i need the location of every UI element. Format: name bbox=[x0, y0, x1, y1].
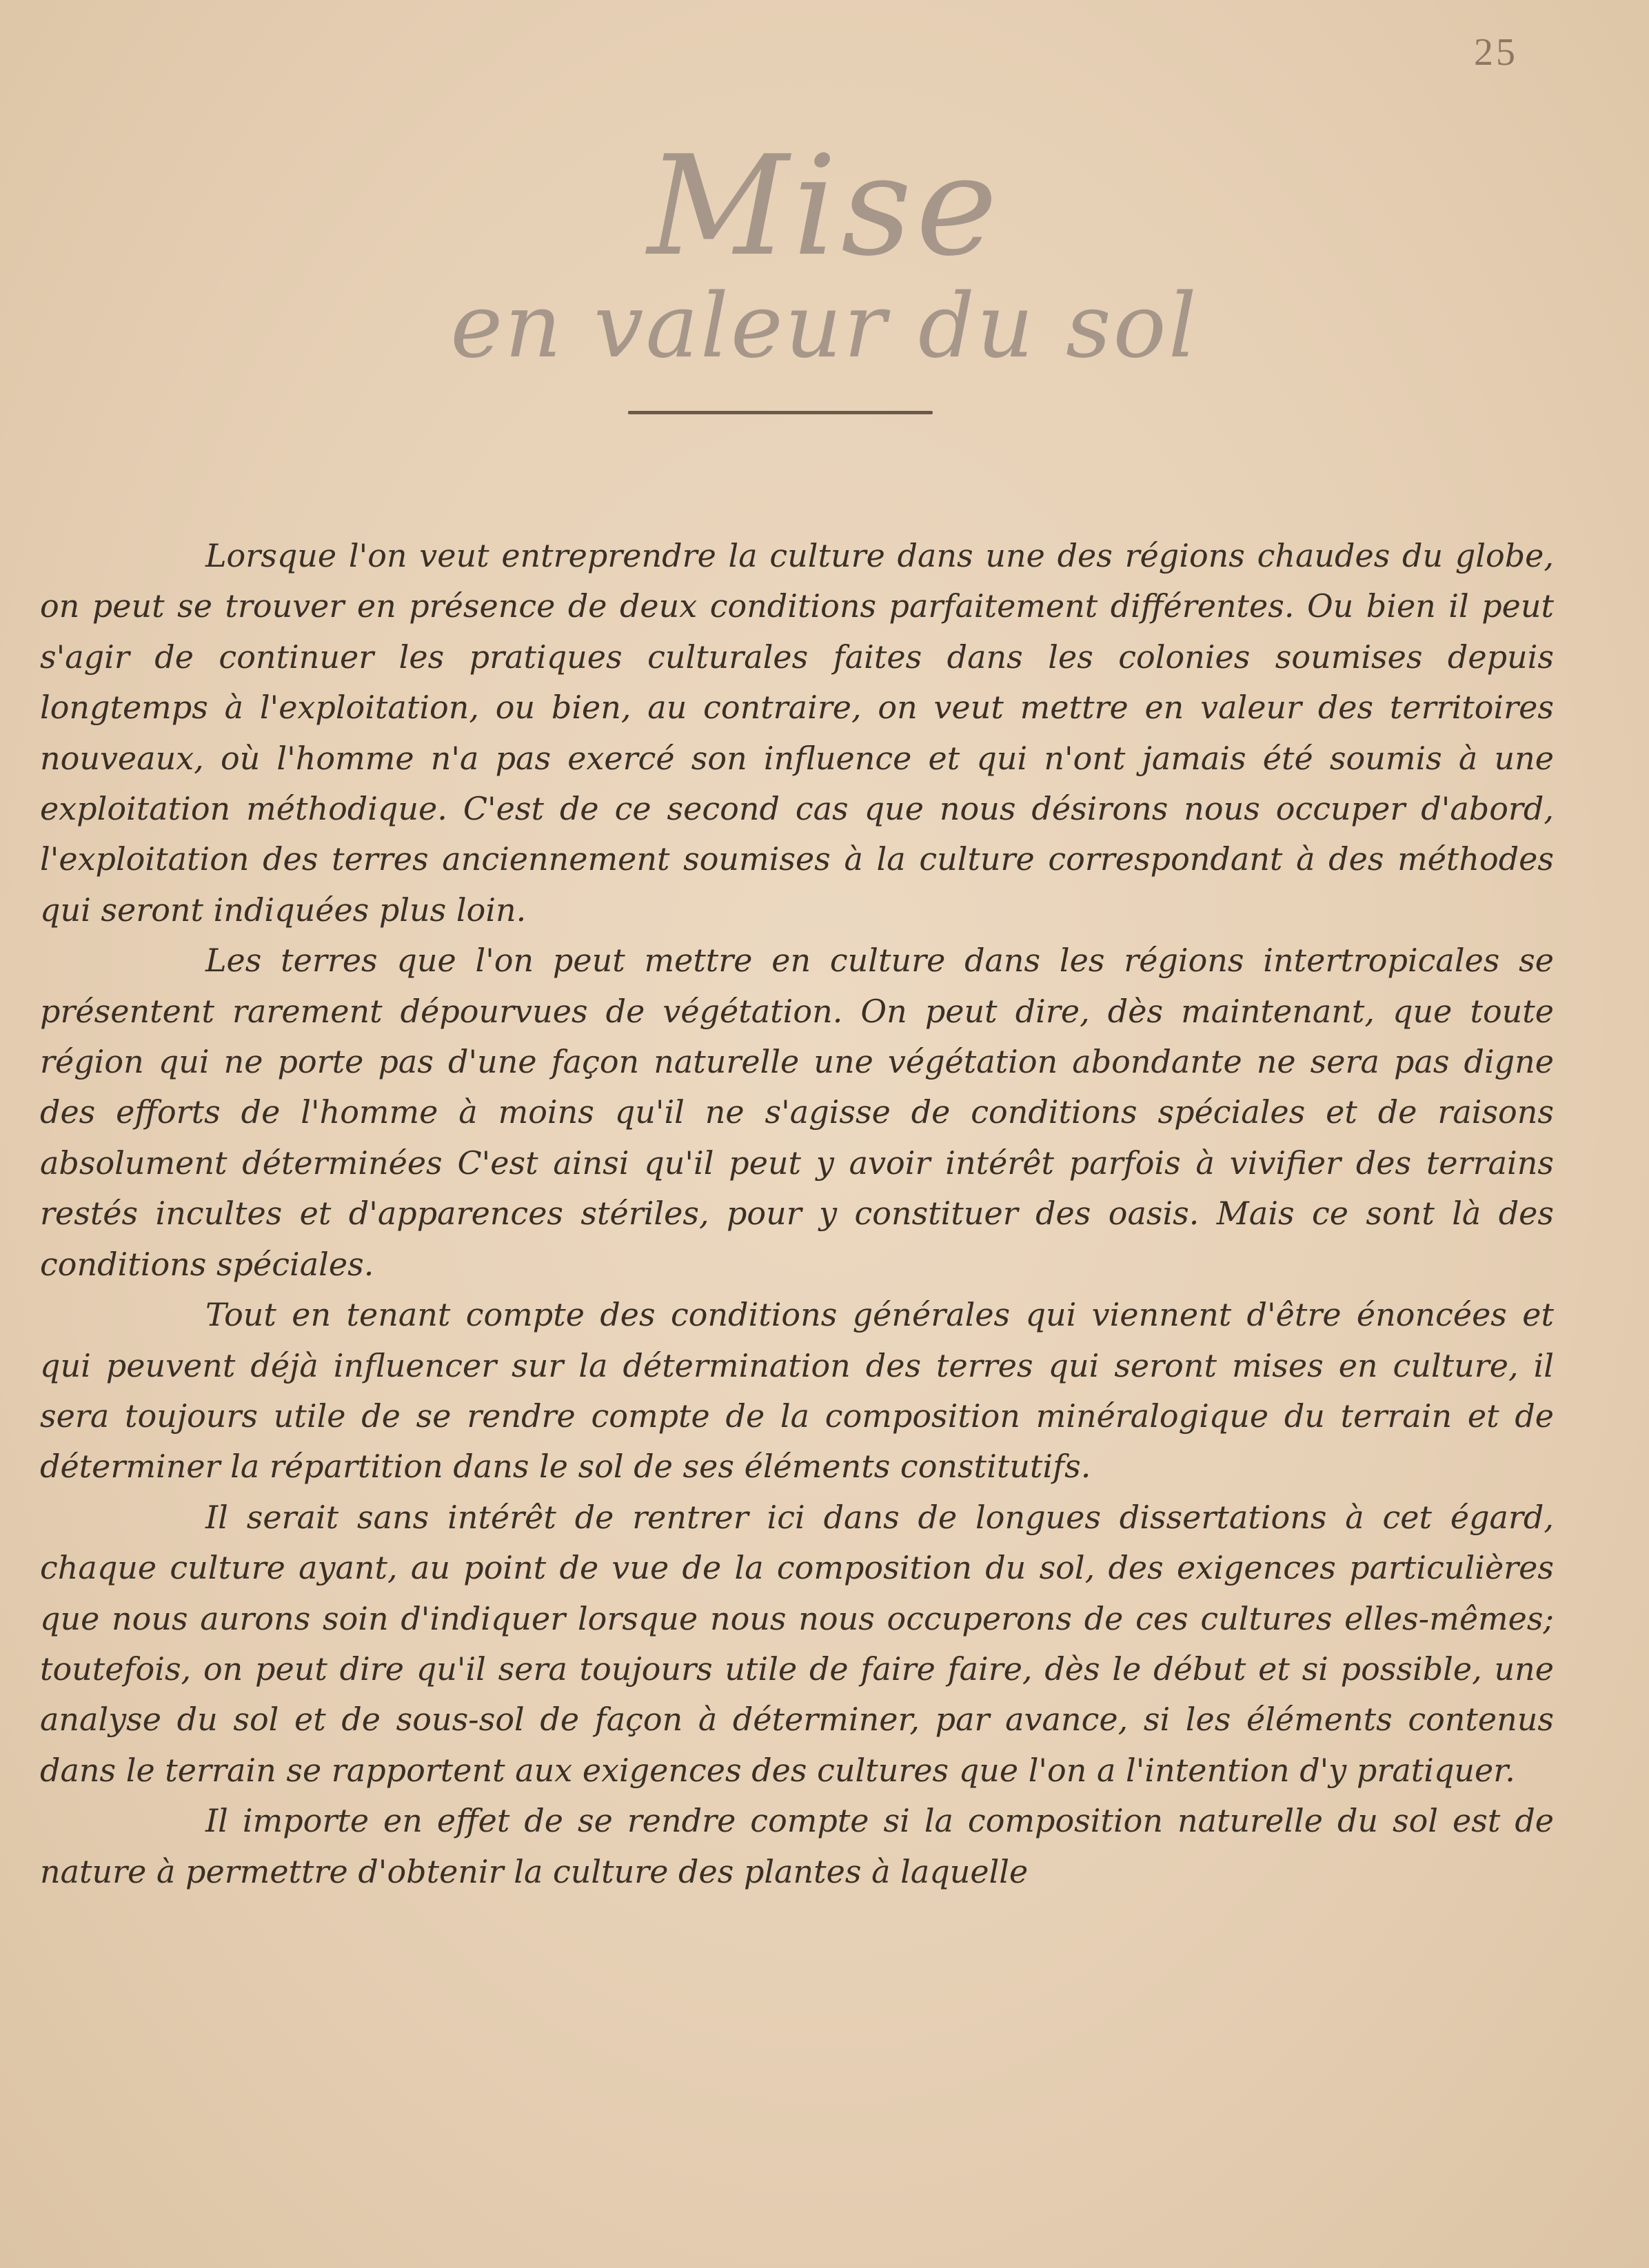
title-underline bbox=[628, 411, 933, 414]
chapter-subtitle: en valeur du sol bbox=[450, 275, 1199, 378]
paragraph-5: Il importe en effet de se rendre compte si la composition naturelle du sol est de nature à permettre d'obtenir la culture des plantes à laquelle bbox=[40, 1802, 1554, 1890]
paragraph-4: Il serait sans intérêt de rentrer ici dans de longues dissertations à cet égard, chaque culture ayant, au point de vue de la composition du sol, des exigences particulières que nous aurons soin d'indiquer lorsque nous nous occuperons de ces cultures elles-mêmes; toutefois, on peut dire qu'il sera toujours utile de faire faire, dès le début et si possible, une analyse du sol et de sous-sol de façon à déterminer, par avance, si les éléments contenus dans le terrain se rapportent aux exigences des cultures que l'on a l'intention d'y pratiquer. bbox=[40, 1498, 1554, 1789]
chapter-title: Mise bbox=[647, 126, 1002, 287]
page-number: 25 bbox=[1474, 31, 1518, 74]
body-text bbox=[40, 531, 1554, 1897]
paragraph-2: Les terres que l'on peut mettre en culture dans les régions intertropicales se présentent rarement dépourvues de végétation. On peut dire, dès maintenant, que toute région qui ne porte pas d'une façon naturelle une végétation abondante ne sera pas digne des efforts de l'homme à moins qu'il ne s'agisse de conditions spéciales et de raisons absolument déterminées C'est ainsi qu'il peut y avoir intérêt parfois à vivifier des terrains restés incultes et d'apparences stériles, pour y constituer des oasis. Mais ce sont là des conditions spéciales. bbox=[40, 942, 1554, 1283]
paragraph-3: Tout en tenant compte des conditions générales qui viennent d'être énoncées et qui peuvent déjà influencer sur la détermination des terres qui seront mises en culture, il sera toujours utile de se rendre compte de la composition minéralogique du terrain et de déterminer la répartition dans le sol de ses éléments constitutifs. bbox=[40, 1296, 1554, 1486]
paragraph-1: Lorsque l'on veut entreprendre la culture dans une des régions chaudes du globe, on peut se trouver en présence de deux conditions parfaitement différentes. Ou bien il peut s'agir de continuer les pratiques culturales faites dans les colonies soumises depuis longtemps à l'exploitation, ou bien, au contraire, on veut mettre en valeur des territoires nouveaux, où l'homme n'a pas exercé son influence et qui n'ont jamais été soumis à une exploitation méthodique. C'est de ce second cas que nous désirons nous occuper d'abord, l'exploitation des terres anciennement soumises à la culture correspondant à des méthodes qui seront indiquées plus loin. bbox=[40, 537, 1554, 929]
